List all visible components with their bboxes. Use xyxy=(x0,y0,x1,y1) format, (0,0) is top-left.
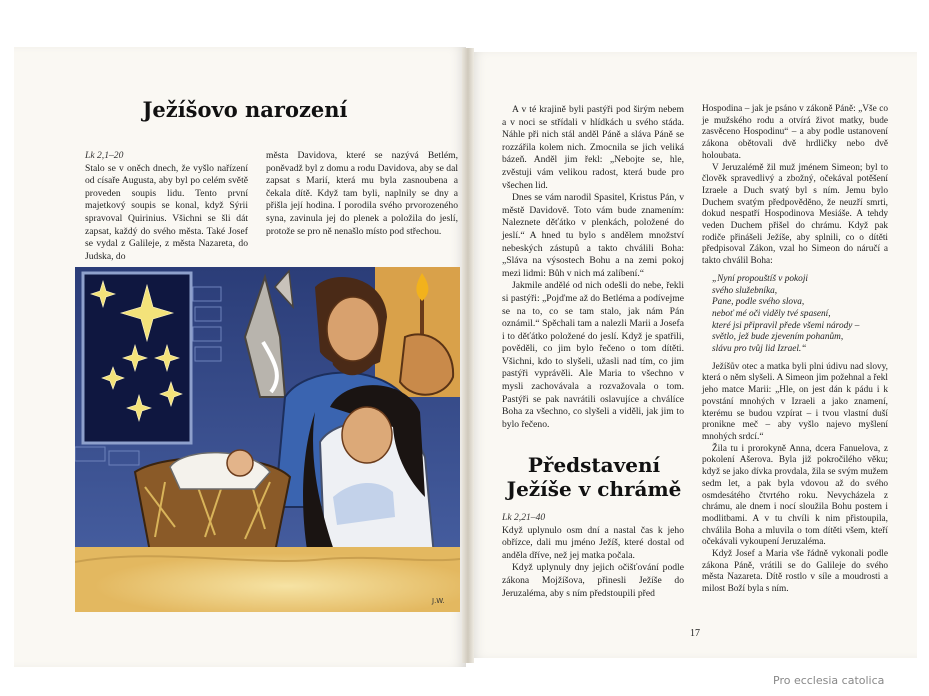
book-spine xyxy=(462,48,474,663)
poem-line: svého služebníka, xyxy=(712,285,778,296)
poem-line: „Nyní propouštíš v pokoji xyxy=(712,273,808,284)
simeon-canticle xyxy=(712,274,888,356)
left-page-title: Ježíšovo narození xyxy=(142,97,348,122)
shepherds-paragraph: A v té krajině byli pastýři pod širým nebem a v noci se střídali v hlídkách u svého stáda. Náhle při nich stál anděl Páně a sláva Páně se rozzářila kolem nich. Zmocnila se jich veliká bázeň. Anděl jim řekl: „Nebojte se, hle, zvěstuji vám velikou radost, která bude pro všechen lid. xyxy=(502,104,684,191)
right-column-2 xyxy=(702,104,888,596)
section-title-line2: Ježíše v chrámě xyxy=(506,477,682,501)
watermark: Pro ecclesia catolica xyxy=(773,674,885,687)
left-col2-text: města Davidova, které se nazývá Betlém, poněvadž byl z domu a rodu Davidova, aby se dal zapsat s Marií, která mu byla zasnoubena a čekala dítě. Když tam byli, naplnily se dny a přišla její hodina. I porodila svého prvorozeného syna, zavinula jej do plenek a položila do jeslí, protože se pro ně nenašlo místo pod střechou. xyxy=(266,150,458,237)
left-column-2 xyxy=(266,150,458,238)
return-paragraph: Když Josef a Maria vše řádně vykonali podle zákona Páně, vrátili se do Galileje do svého města Nazareta. Dítě rostlo v síle a moudrosti a milost Boží byla s ním. xyxy=(702,549,888,595)
simeon-paragraph: V Jeruzalémě žil muž jménem Simeon; byl to člověk spravedlivý a zbožný, očekával potěšení Izraele a Duch svatý byl s ním. Jemu bylo Duchem svatým předpověděno, že neuzří smrti, dokud nespatří Hospodinova Mesiáše. A tehdy veden Duchem přišel do chrámu. Když pak rodiče přinášeli Ježíše, aby splnili, co o dítěti předpisoval Zákon, vzal ho Simeon do náručí a takto chválil Boha: xyxy=(702,162,888,267)
savior-paragraph: Dnes se vám narodil Spasitel, Kristus Pán, v městě Davidově. Toto vám bude znamením: Naleznete děťátko v plenkách, položené do jeslí.“ A hned tu bylo s andělem množství nebeských zástupů a takto chválili Boha: „Sláva na výsostech Bohu a na zemi pokoj mezi lidmi: Bůh v nich má zalíbení.“ xyxy=(502,192,684,279)
nativity-illustration xyxy=(75,267,460,612)
circumcision-paragraph: Když uplynulo osm dní a nastal čas k jeho obřízce, dali mu jméno Ježíš, které dostal od anděla dříve, než jej matka počala. xyxy=(502,524,684,561)
anna-paragraph: Žila tu i prorokyně Anna, dcera Fanuelova, z pokolení Ašerova. Byla již pokročilého věku; když se jako dívka provdala, žila se svým mužem sedm let, a pak byla vdovou až do svého osmdesátého čtvrtého roku. Nevycházela z chrámu, ale dnem i nocí sloužila Bohu postem i modlitbami. A v tu chvíli k nim přistoupila, chválila Boha a mluvila o tom dítěti všem, kteří očekávali vykoupení Jeruzaléma. xyxy=(702,443,888,548)
artist-signature: J.W. xyxy=(432,597,445,605)
parents-paragraph: Ježíšův otec a matka byli plni údivu nad slovy, která o něm slyšeli. A Simeon jim požehnal a řekl jeho matce Marii: „Hle, on jest dán k pádu i k povstání mnohých v Izraeli a jako znamení, kterému se budou vzpírat – i tvou vlastní duší pronikne meč – aby vyšlo najevo myšlení mnohých srdcí.“ xyxy=(702,361,888,442)
poem-line: neboť mé oči viděly tvé spasení, xyxy=(712,308,831,319)
nativity-scene-image xyxy=(75,267,460,612)
poem-line: které jsi připravil přede všemi národy – xyxy=(712,320,860,331)
poem-line: světlo, jež bude zjevením pohanům, xyxy=(712,332,844,343)
right-column-1 xyxy=(502,104,684,431)
reference-lk-2-1: Lk 2,1–20 xyxy=(85,150,124,161)
purification-paragraph: Když uplynuly dny jejich očišťování podle zákona Mojžíšova, přinesli Ježíše do Jeruzaléma, aby s ním předstoupili před xyxy=(502,562,684,599)
section2-column xyxy=(502,512,684,600)
reference-lk-2-21: Lk 2,21–40 xyxy=(502,512,546,523)
left-col1-text: Stalo se v oněch dnech, že vyšlo nařízení od císaře Augusta, aby byl po celém světě proveden soupis lidu. Tento první majetkový soupis se konal, když Sýrii spravoval Quirinius. Všichni se šli dát zapsat, každý do svého města. Také Josef se vydal z Galileje, z města Nazareta, do Judska, do xyxy=(85,162,248,262)
poem-line: Pane, podle svého slova, xyxy=(712,297,805,308)
section-title-line1: Představení xyxy=(527,453,661,477)
page-number: 17 xyxy=(690,628,700,639)
shepherds-visit-paragraph: Jakmile andělé od nich odešli do nebe, řekli si pastýři: „Pojďme až do Betléma a podívejme se na to, co se tam stalo, jak nám Pán oznámil.“ Spěchali tam a nalezli Marii a Josefa i to děťátko položené do jeslí. Když je spatřili, pověděli, co jim bylo řečeno o tom dítěti. Všichni, kdo to slyšeli, užasli nad tím, co jim pastýři vyprávěli. Ale Maria to všechno v mysli zachovávala a rozvažovala o tom. Pastýři se pak navrátili oslavujíce a chválíce Boha za všechno, co slyšeli a viděli, jak jim to bylo řečeno. xyxy=(502,280,684,430)
left-column-1 xyxy=(85,150,248,263)
hospodina-paragraph: Hospodina – jak je psáno v zákoně Páně: „Vše co je mužského rodu a otvírá život matky, bude zasvěceno Hospodinu“ – a aby podle ustanovení zákona obětovali dvě hrdličky nebo dvě holoubata. xyxy=(702,104,888,161)
poem-line: slávu pro tvůj lid Izrael.“ xyxy=(712,344,807,355)
